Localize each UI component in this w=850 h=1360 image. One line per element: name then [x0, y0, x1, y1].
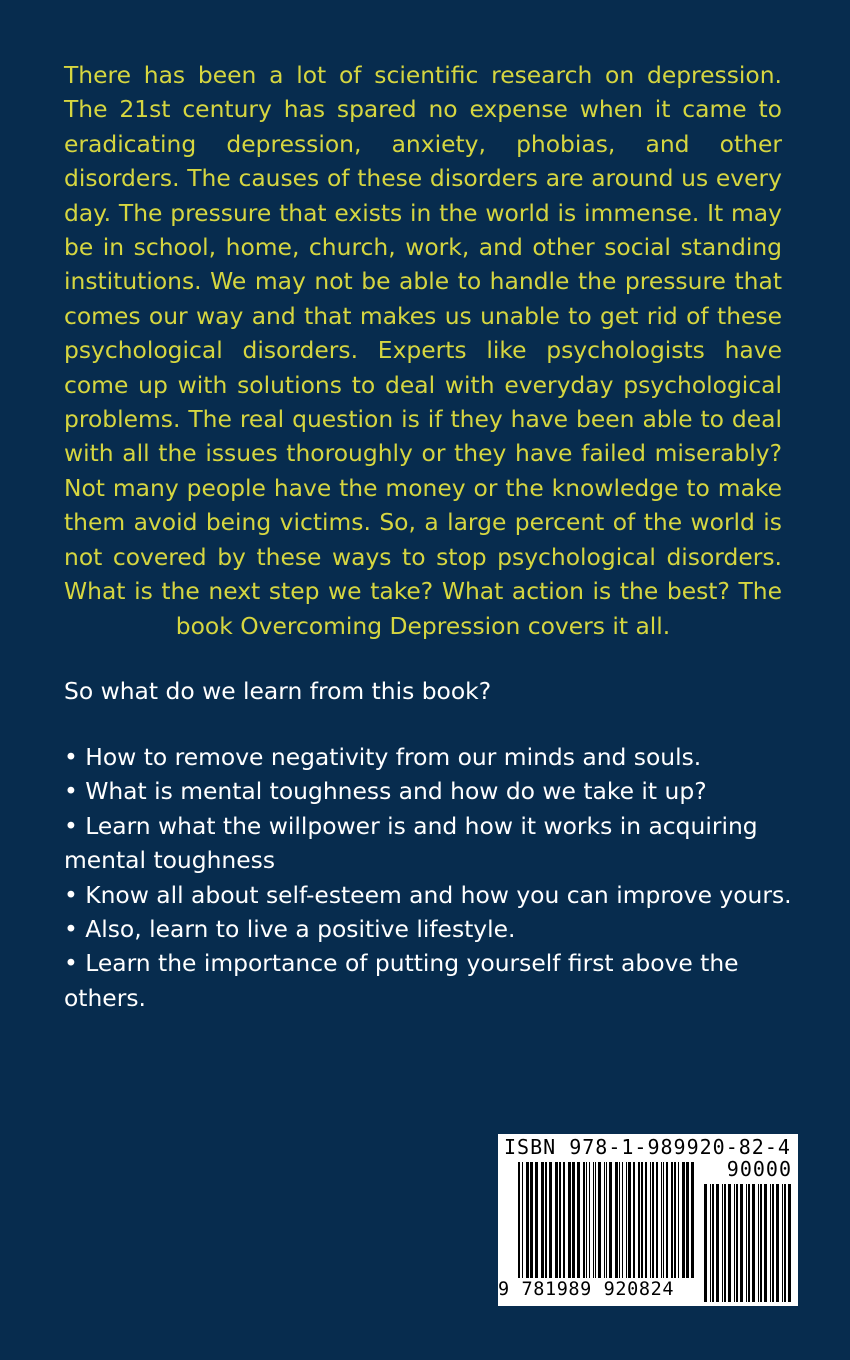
barcode-bar: [615, 1162, 618, 1278]
barcode-bar: [606, 1162, 607, 1278]
barcode-bar: [593, 1162, 594, 1278]
barcode-bar: [598, 1162, 601, 1278]
learning-point: • Also, learn to live a positive lifestyle.: [64, 915, 516, 944]
barcode-bar: [586, 1162, 587, 1278]
barcode-bar: [770, 1184, 771, 1302]
barcode-bar: [622, 1162, 623, 1278]
isbn-barcode: [498, 1134, 798, 1306]
barcode-bar: [638, 1162, 640, 1278]
barcode-bar: [619, 1162, 620, 1278]
learning-point: • Learn what the willpower is and how it works in acquiring mental toughness: [64, 811, 758, 875]
back-cover-blurb: There has been a lot of scientific research on depression. The 21st century has spared no expense when it came to eradicating depression, anxiety, phobias, and other disorders. The causes of these disorders are around us every day. The pressure that exists in the world is immense. It may be in school, home, church, work, and other social standing institutions. We may not be able to handle the pressure that comes our way and that makes us unable to get rid of these psychological disorders. Experts like psychologists have come up with solutions to deal with everyday psychological problems. The real question is if they have been able to deal with all the issues thoroughly or they have failed miserably? Not many people have the money or the knowledge to make them avoid being victims. So, a large percent of the world is not covered by these ways to stop psychological disorders. What is the next step we take? What action is the best? The book Overcoming Depression covers it all.: [64, 61, 782, 640]
barcode-bar: [712, 1184, 714, 1302]
ean-digits: 9 781989 920824: [498, 1279, 675, 1300]
barcode-bar: [568, 1162, 571, 1278]
barcode-bar: [530, 1162, 533, 1278]
barcode-bar: [782, 1184, 783, 1302]
barcode-bar: [589, 1162, 590, 1278]
barcode-bar: [710, 1184, 711, 1302]
barcode-bar: [518, 1162, 520, 1278]
barcode-bar: [604, 1162, 605, 1278]
learning-points-list: [64, 740, 794, 1015]
barcode-bar: [609, 1162, 612, 1278]
barcode-bar: [752, 1184, 755, 1302]
barcode-bar: [734, 1184, 735, 1302]
barcode-bar: [776, 1184, 779, 1302]
barcode-bar: [784, 1184, 786, 1302]
barcode-bar: [572, 1162, 575, 1278]
barcode-bar: [760, 1184, 762, 1302]
barcode-bar: [526, 1162, 529, 1278]
barcode-bar: [545, 1162, 547, 1278]
barcode-bar: [652, 1162, 654, 1278]
barcode-bar: [626, 1162, 627, 1278]
learn-intro: So what do we learn from this book?: [64, 677, 492, 705]
barcode-bar: [522, 1162, 523, 1278]
barcode-bar: [704, 1184, 707, 1302]
barcode-bar: [716, 1184, 719, 1302]
barcode-bar: [641, 1162, 643, 1278]
barcode-bar: [740, 1184, 743, 1302]
barcode-bar: [577, 1162, 580, 1278]
barcode-bar: [724, 1184, 726, 1302]
barcode-bar: [633, 1162, 635, 1278]
learning-point: • Know all about self-esteem and how you can improve yours.: [64, 880, 792, 909]
barcode-bar: [650, 1162, 651, 1278]
barcode-bar: [748, 1184, 750, 1302]
barcode-bar: [682, 1162, 685, 1278]
barcode-bar: [663, 1162, 664, 1278]
barcode-bar: [788, 1184, 791, 1302]
learning-point: • Learn the importance of putting yourself first above the others.: [64, 949, 739, 1012]
learning-point: • How to remove negativity from our minds and souls.: [64, 743, 702, 771]
barcode-bar: [595, 1162, 596, 1278]
barcode-bar: [674, 1162, 676, 1278]
barcode-bar: [645, 1162, 647, 1278]
barcode-bar: [671, 1162, 673, 1278]
barcode-bar: [678, 1162, 679, 1278]
barcode-bar: [583, 1162, 585, 1278]
barcode-bar: [722, 1184, 723, 1302]
barcode-bar: [559, 1162, 561, 1278]
isbn-label: ISBN 978-1-989920-82-4: [504, 1135, 791, 1159]
barcode-bar: [691, 1162, 694, 1278]
learning-point: • What is mental toughness and how do we take it up?: [64, 777, 707, 806]
barcode-bar: [661, 1162, 662, 1278]
barcode-bar: [764, 1184, 767, 1302]
barcode-bar: [686, 1162, 689, 1278]
barcode-bar: [535, 1162, 538, 1278]
barcode-bar: [772, 1184, 774, 1302]
barcode-bar: [656, 1162, 658, 1278]
barcode-bar: [758, 1184, 759, 1302]
barcode-bar: [736, 1184, 738, 1302]
barcode-bar: [563, 1162, 565, 1278]
barcode-bar: [628, 1162, 631, 1278]
barcode-bar: [666, 1162, 668, 1278]
barcode-bar: [541, 1162, 544, 1278]
barcode-bar: [746, 1184, 747, 1302]
price-code: 90000: [726, 1157, 792, 1181]
barcode-bar: [555, 1162, 558, 1278]
barcode-bar: [728, 1184, 731, 1302]
barcode-bar: [549, 1162, 552, 1278]
